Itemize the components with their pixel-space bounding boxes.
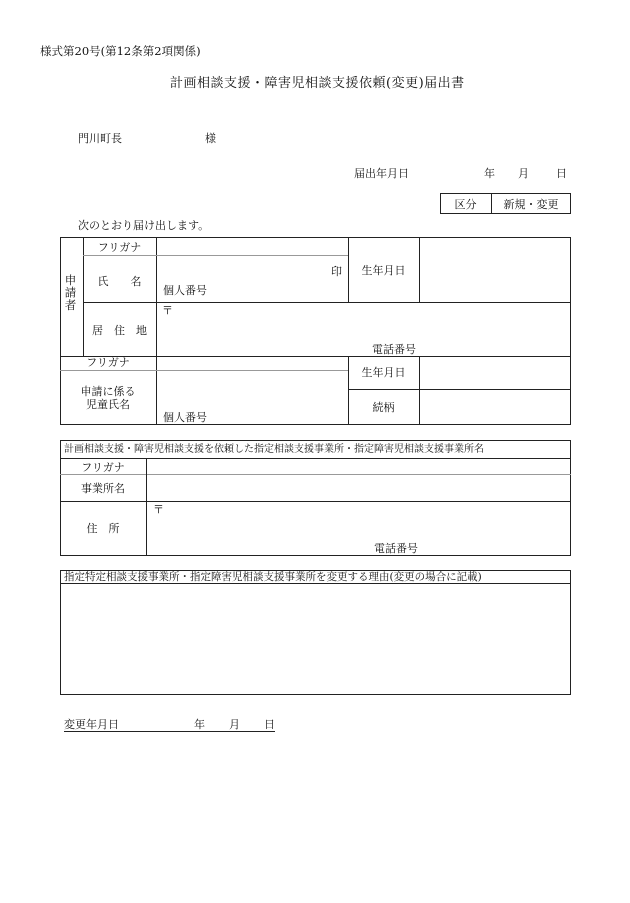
applicant-name-label: 氏 名 [97, 275, 142, 288]
category-label: 区分 [454, 198, 477, 211]
reason-input[interactable] [61, 584, 570, 694]
applicant-section-label: 申請者 [63, 274, 78, 312]
applicant-address-input[interactable] [157, 318, 570, 342]
child-furigana-label: フリガナ [86, 356, 130, 369]
form-title: 計画相談支援・障害児相談支援依頼(変更)届出書 [170, 76, 465, 91]
applicant-birthdate-label: 生年月日 [361, 264, 406, 277]
child-relation-input[interactable] [420, 390, 570, 424]
provider-postal-mark: 〒 [153, 503, 164, 516]
child-name-label-1: 申請に係る [80, 385, 136, 398]
form-number: 様式第20号(第12条第2項関係) [40, 44, 201, 58]
provider-furigana-label: フリガナ [81, 461, 125, 474]
applicant-postal-mark: 〒 [162, 304, 173, 317]
change-day[interactable]: 日 [264, 718, 275, 731]
provider-header: 計画相談支援・障害児相談支援を依頼した指定相談支援事業所・指定障害児相談支援事業所名 [64, 444, 484, 455]
submission-day[interactable]: 日 [556, 167, 567, 180]
provider-address-input[interactable] [147, 516, 570, 540]
child-relation-label: 続柄 [372, 401, 395, 414]
change-date-label: 変更年月日 [64, 718, 119, 731]
provider-office-name-label: 事業所名 [81, 482, 125, 495]
change-date-underline [64, 731, 275, 732]
change-year[interactable]: 年 [194, 718, 205, 731]
intro-text: 次のとおり届け出します。 [78, 219, 210, 232]
honorific: 様 [205, 132, 216, 145]
applicant-address-label: 居 住 地 [92, 324, 147, 337]
seal-mark: 印 [331, 265, 342, 278]
applicant-birthdate-input[interactable] [420, 238, 570, 301]
provider-furigana-input[interactable] [147, 459, 570, 473]
child-birthdate-input[interactable] [420, 357, 570, 388]
submission-month[interactable]: 月 [518, 167, 529, 180]
child-name-input[interactable] [157, 371, 347, 409]
applicant-furigana-label: フリガナ [97, 241, 142, 254]
child-name-label-2: 児童氏名 [86, 398, 130, 411]
child-my-number-label: 個人番号 [163, 411, 207, 424]
addressee: 門川町長 [78, 132, 122, 145]
provider-phone-label: 電話番号 [374, 542, 418, 555]
applicant-my-number-label: 個人番号 [163, 284, 207, 297]
child-birthdate-label: 生年月日 [361, 366, 406, 379]
applicant-phone-label: 電話番号 [372, 343, 416, 356]
submission-year[interactable]: 年 [484, 167, 495, 180]
applicant-furigana-input[interactable] [157, 238, 347, 255]
change-month[interactable]: 月 [229, 718, 240, 731]
applicant-name-input[interactable] [157, 256, 327, 284]
submission-date-label: 届出年月日 [354, 167, 409, 180]
provider-address-label: 住 所 [86, 522, 120, 535]
provider-office-name-input[interactable] [147, 475, 570, 500]
reason-header: 指定特定相談支援事業所・指定障害児相談支援事業所を変更する理由(変更の場合に記載) [64, 571, 482, 583]
category-value[interactable]: 新規・変更 [503, 198, 559, 211]
